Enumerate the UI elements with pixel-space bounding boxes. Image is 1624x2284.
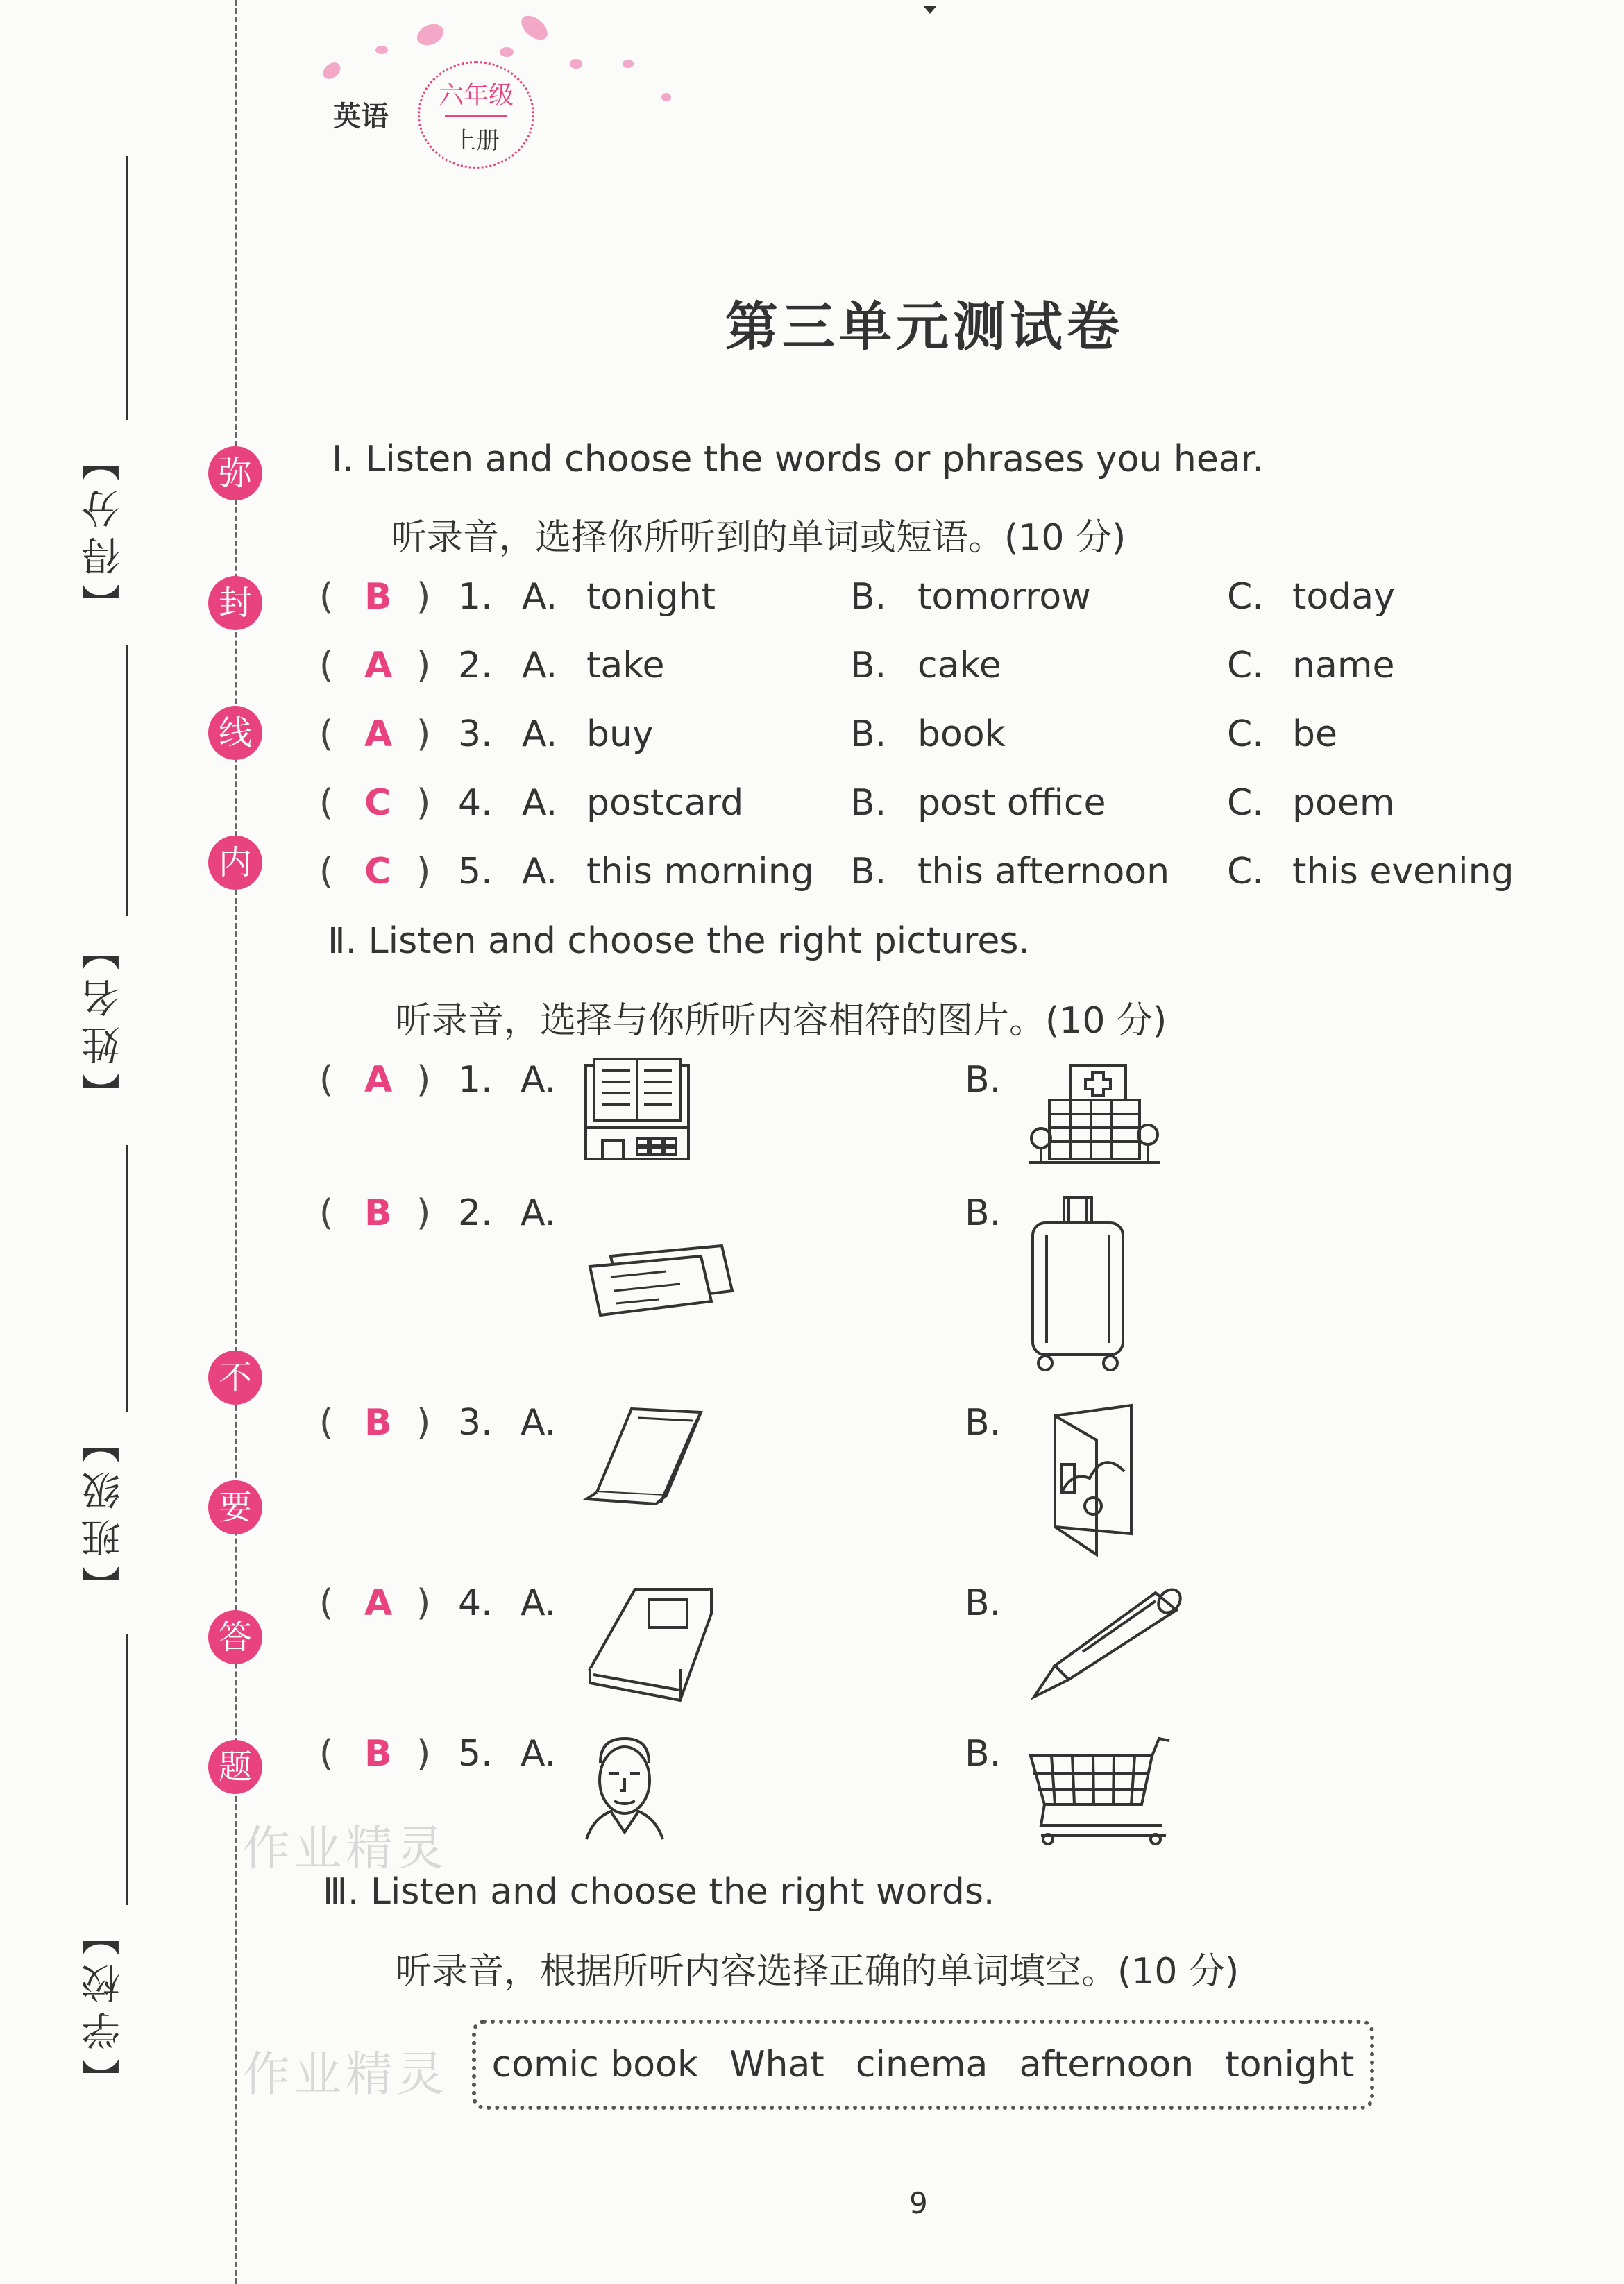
grade-label: 六年级 <box>438 81 514 110</box>
option-c: name <box>1292 645 1395 686</box>
option-b-label: B. <box>850 576 887 618</box>
option-b: tomorrow <box>917 576 1091 618</box>
word-bank-item: tonight <box>1225 2044 1355 2086</box>
answer-mark[interactable]: B <box>364 1192 392 1234</box>
paren-open: ( <box>319 1582 334 1624</box>
question-number: 3. <box>458 713 493 755</box>
option-b-label: B. <box>965 1733 1001 1775</box>
question-number: 4. <box>458 782 493 824</box>
question-row <box>319 645 1527 693</box>
answer-mark[interactable]: C <box>364 782 391 824</box>
option-a: this morning <box>586 851 814 893</box>
paren-close: ) <box>416 1059 431 1101</box>
answer-mark[interactable]: A <box>364 1582 393 1624</box>
school-label: 【学校】 <box>81 1909 126 2097</box>
section1-instruction: 听录音，选择你所听到的单词或短语。(10 分) <box>391 517 1126 559</box>
paren-open: ( <box>319 1733 334 1775</box>
section3-instruction: 听录音，根据所听内容选择正确的单词填空。(10 分) <box>396 1951 1240 1993</box>
option-b-label: B. <box>965 1192 1001 1234</box>
hospital-icon[interactable] <box>1029 1062 1160 1166</box>
volume-label: 上册 <box>452 127 500 155</box>
book-icon[interactable] <box>583 1586 715 1707</box>
class-line <box>126 1145 128 1412</box>
option-b-label: B. <box>965 1059 1001 1101</box>
option-c: this evening <box>1292 851 1514 893</box>
option-a-label: A. <box>522 713 558 755</box>
score-label: 【得分】 <box>81 434 126 623</box>
bookstore-icon[interactable] <box>582 1058 693 1166</box>
paren-close: ) <box>416 1582 431 1624</box>
section3-heading: Ⅲ. Listen and choose the right words. <box>323 1871 995 1913</box>
question-number: 5. <box>458 1733 493 1775</box>
option-c-label: C. <box>1227 713 1264 755</box>
option-c-label: C. <box>1227 576 1264 618</box>
section1-heading: Ⅰ. Listen and choose the words or phrases you hear. <box>332 439 1264 480</box>
shopping-cart-icon[interactable] <box>1027 1735 1173 1846</box>
option-a: take <box>586 645 665 686</box>
paren-open: ( <box>319 1059 334 1101</box>
option-a: tonight <box>586 576 716 618</box>
postcard-icon[interactable] <box>1041 1402 1138 1558</box>
answer-mark[interactable]: B <box>364 1733 392 1775</box>
paren-close: ) <box>416 645 431 686</box>
option-a-label: A. <box>522 645 558 686</box>
option-a-label: A. <box>522 851 558 893</box>
paren-close: ) <box>416 782 431 824</box>
option-b: post office <box>917 782 1106 824</box>
seal-char: 答 <box>208 1610 262 1664</box>
man-face-icon[interactable] <box>583 1735 666 1843</box>
picture-question-row <box>319 1059 1360 1108</box>
name-line <box>126 645 128 916</box>
paren-open: ( <box>319 713 334 755</box>
option-a-label: A. <box>521 1402 557 1444</box>
suitcase-icon[interactable] <box>1026 1194 1130 1374</box>
section2-heading: Ⅱ. Listen and choose the right pictures. <box>328 920 1030 962</box>
option-a-label: A. <box>521 1733 557 1775</box>
question-row <box>319 576 1527 625</box>
question-row <box>319 851 1527 899</box>
answer-mark[interactable]: B <box>364 1402 392 1444</box>
picture-question-row <box>319 1402 1360 1450</box>
question-row <box>319 782 1527 831</box>
paren-close: ) <box>416 713 431 755</box>
word-bank <box>472 2020 1374 2110</box>
answer-mark[interactable]: B <box>364 576 392 618</box>
paren-close: ) <box>416 576 431 618</box>
option-a-label: A. <box>522 782 558 824</box>
seal-char: 题 <box>208 1740 262 1794</box>
question-number: 5. <box>458 851 493 893</box>
option-b-label: B. <box>850 851 887 893</box>
option-a: buy <box>586 713 654 755</box>
option-a: postcard <box>586 782 744 824</box>
option-b-label: B. <box>965 1582 1001 1624</box>
paren-close: ) <box>416 1402 431 1444</box>
answer-mark[interactable]: A <box>364 645 393 686</box>
seal-char: 内 <box>208 836 262 890</box>
name-label: 【姓名】 <box>81 923 126 1112</box>
picture-question-row <box>319 1733 1360 1782</box>
option-c: be <box>1292 713 1337 755</box>
option-b-label: B. <box>850 713 887 755</box>
option-a-label: A. <box>521 1059 557 1101</box>
picture-question-row <box>319 1192 1360 1241</box>
option-b-label: B. <box>850 645 887 686</box>
dictionary-icon[interactable] <box>583 1405 708 1506</box>
option-b: this afternoon <box>917 851 1170 893</box>
paren-open: ( <box>319 851 334 893</box>
paren-open: ( <box>319 1402 334 1444</box>
option-c-label: C. <box>1227 851 1264 893</box>
paren-open: ( <box>319 645 334 686</box>
paren-open: ( <box>319 1192 334 1234</box>
paren-close: ) <box>416 851 431 893</box>
question-row <box>319 713 1527 762</box>
seal-char: 封 <box>208 576 262 630</box>
option-b-label: B. <box>850 782 887 824</box>
grade-badge <box>418 61 534 169</box>
option-c-label: C. <box>1227 645 1264 686</box>
seal-char: 要 <box>208 1480 262 1534</box>
class-label: 【班级】 <box>81 1416 126 1605</box>
word-bank-item: afternoon <box>1019 2044 1194 2086</box>
binding-dash-line <box>235 0 237 2284</box>
question-number: 2. <box>458 1192 493 1234</box>
option-b: book <box>917 713 1006 755</box>
word-bank-item: cinema <box>855 2044 988 2086</box>
school-line <box>126 1634 128 1905</box>
option-a-label: A. <box>522 576 558 618</box>
paren-open: ( <box>319 782 334 824</box>
seal-char: 弥 <box>208 446 262 500</box>
option-c: today <box>1292 576 1395 618</box>
paren-open: ( <box>319 576 334 618</box>
seal-char: 不 <box>208 1351 262 1405</box>
badge-divider <box>445 115 507 117</box>
question-number: 1. <box>458 1059 493 1101</box>
option-a-label: A. <box>521 1582 557 1624</box>
tickets-icon[interactable] <box>583 1242 736 1319</box>
answer-mark[interactable]: A <box>364 713 393 755</box>
paren-close: ) <box>416 1733 431 1775</box>
seal-char: 线 <box>208 706 262 760</box>
page-title: 第三单元测试卷 <box>725 296 1124 357</box>
word-bank-item: What <box>729 2044 824 2086</box>
paren-close: ) <box>416 1192 431 1234</box>
option-b-label: B. <box>965 1402 1001 1444</box>
option-c: poem <box>1292 782 1395 824</box>
question-number: 1. <box>458 576 493 618</box>
section2-instruction: 听录音，选择与你所听内容相符的图片。(10 分) <box>396 1000 1167 1042</box>
question-number: 2. <box>458 645 493 686</box>
option-b: cake <box>917 645 1001 686</box>
question-number: 3. <box>458 1402 493 1444</box>
option-c-label: C. <box>1227 782 1264 824</box>
top-marker-icon <box>923 6 937 15</box>
answer-mark[interactable]: C <box>364 851 391 893</box>
watermark: 作业精灵 <box>243 1822 449 1877</box>
option-a-label: A. <box>521 1192 557 1234</box>
question-number: 4. <box>458 1582 493 1624</box>
watermark: 作业精灵 <box>243 2047 449 2102</box>
word-bank-item: comic book <box>491 2044 698 2086</box>
score-line <box>126 156 128 420</box>
picture-question-row <box>319 1582 1360 1631</box>
subject-label: 英语 <box>333 101 389 133</box>
answer-mark[interactable]: A <box>364 1059 393 1101</box>
page-number: 9 <box>909 2186 928 2220</box>
pen-icon[interactable] <box>1027 1586 1194 1704</box>
